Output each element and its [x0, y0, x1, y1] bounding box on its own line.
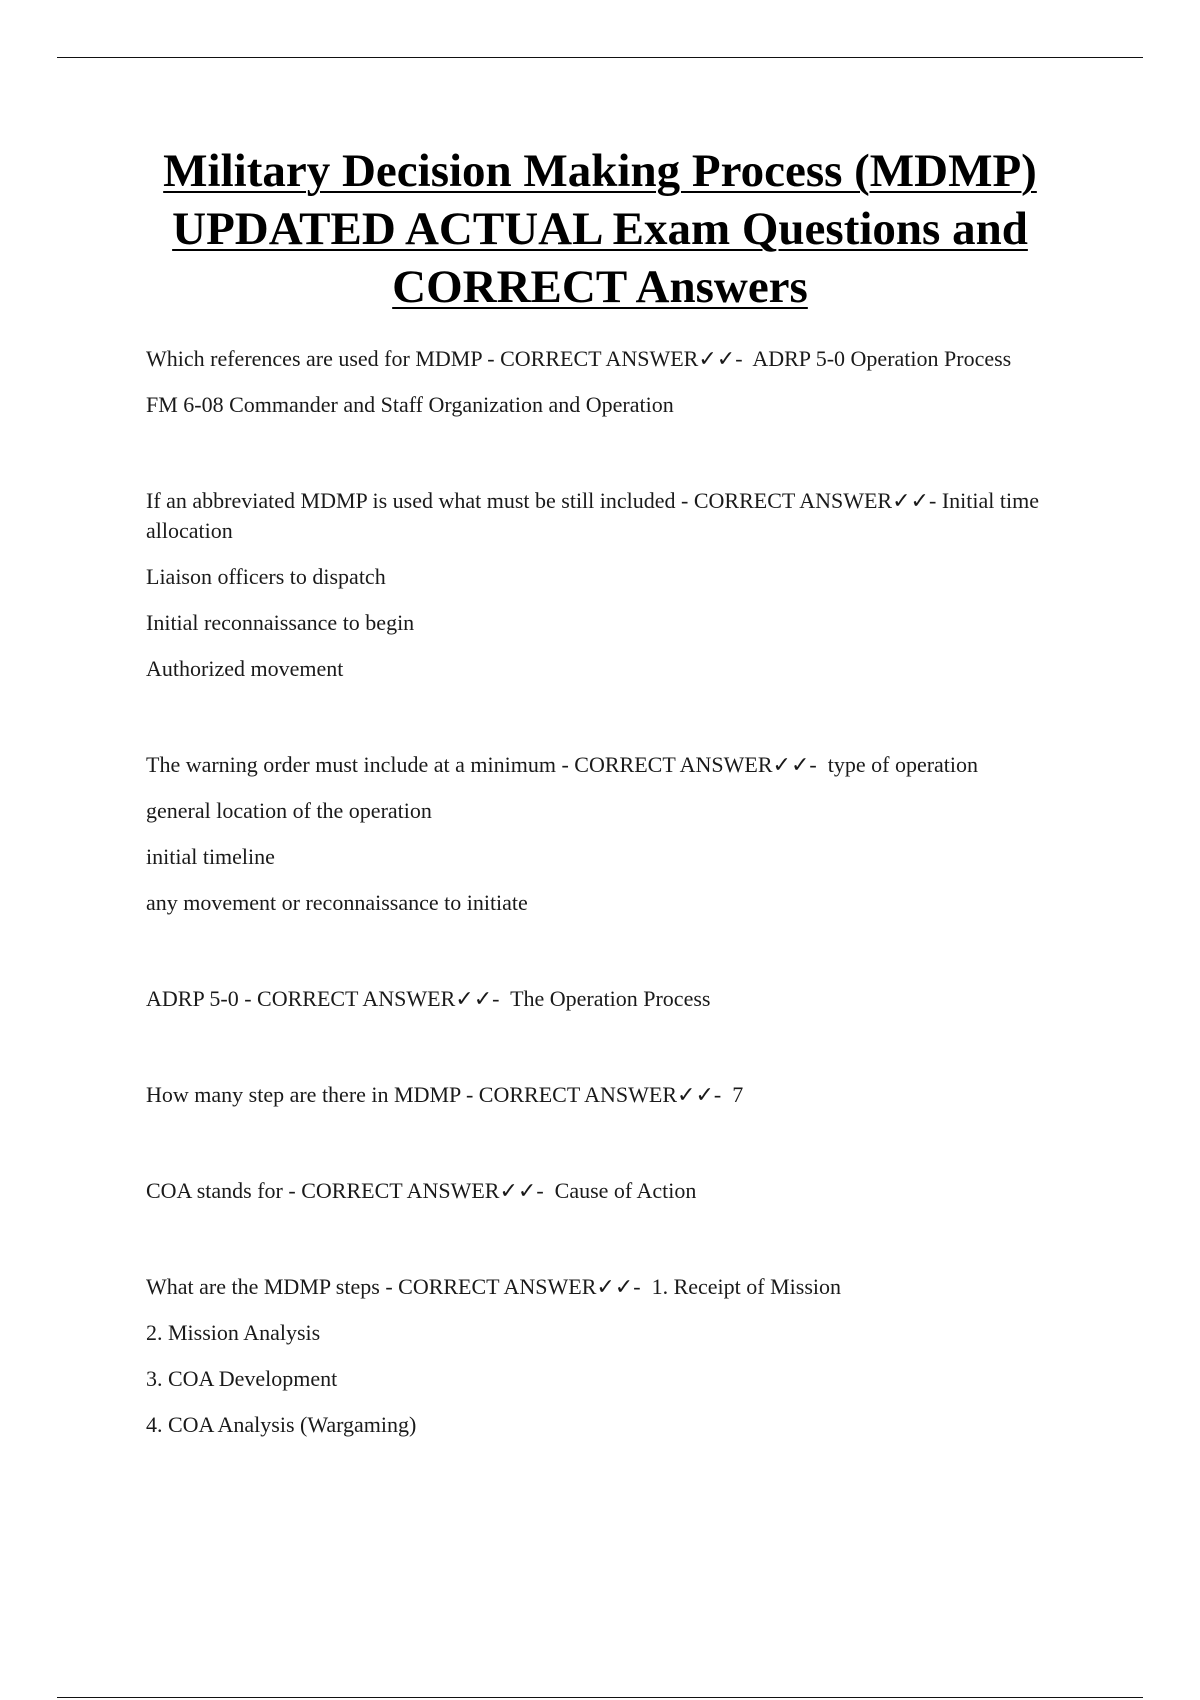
answer-marker: - CORRECT ANSWER✓✓-: [244, 986, 500, 1011]
section-spacer: [146, 700, 1056, 750]
question-line: [146, 984, 1056, 1014]
answer-extra-line: Authorized movement: [146, 656, 344, 681]
qa-item: [146, 486, 1056, 684]
answer-text: The Operation Process: [510, 986, 711, 1011]
question-line: [146, 1176, 1056, 1206]
section-spacer: [146, 1030, 1056, 1080]
answer-extra-line: Liaison officers to dispatch: [146, 564, 386, 589]
answer-extra-line: 4. COA Analysis (Wargaming): [146, 1412, 417, 1437]
answer-marker: - CORRECT ANSWER✓✓-: [681, 488, 937, 513]
question-text: ADRP 5-0: [146, 986, 239, 1011]
question-text: The warning order must include at a minimum: [146, 752, 556, 777]
top-rule: [57, 57, 1143, 58]
question-text: Which references are used for MDMP: [146, 346, 482, 371]
section-spacer: [146, 436, 1056, 486]
title-line-2: UPDATED ACTUAL Exam Questions and: [172, 203, 1028, 255]
answer-marker: - CORRECT ANSWER✓✓-: [288, 1178, 544, 1203]
section-spacer: [146, 934, 1056, 984]
answer-text: 7: [732, 1082, 744, 1107]
answer-text: Cause of Action: [554, 1178, 697, 1203]
qa-list: [146, 344, 1056, 1456]
question-text: How many step are there in MDMP: [146, 1082, 461, 1107]
question-line: [146, 1272, 1056, 1302]
bottom-rule: [57, 1697, 1143, 1698]
answer-marker: - CORRECT ANSWER✓✓-: [561, 752, 817, 777]
qa-item: [146, 1080, 1056, 1110]
answer-marker: - CORRECT ANSWER✓✓-: [465, 1082, 722, 1107]
section-spacer: [146, 1126, 1056, 1176]
question-text: If an abbreviated MDMP is used what must be still included: [146, 488, 676, 513]
answer-extra-line: FM 6-08 Commander and Staff Organization and Operation: [146, 392, 674, 417]
qa-item: [146, 344, 1056, 420]
answer-extra-line: any movement or reconnaissance to initiate: [146, 890, 528, 915]
page-title: [120, 142, 1080, 316]
answer-marker: - CORRECT ANSWER✓✓-: [385, 1274, 641, 1299]
title-line-1: Military Decision Making Process (MDMP): [163, 145, 1037, 197]
answer-text: Initial time allocation: [146, 488, 1039, 543]
question-line: [146, 486, 1056, 546]
answer-text: ADRP 5-0 Operation Process: [752, 346, 1012, 371]
answer-marker: - CORRECT ANSWER✓✓-: [487, 346, 743, 371]
answer-extra-line: general location of the operation: [146, 798, 432, 823]
qa-item: [146, 1176, 1056, 1206]
section-spacer: [146, 1222, 1056, 1272]
answer-extra-line: Initial reconnaissance to begin: [146, 610, 415, 635]
question-text: COA stands for: [146, 1178, 283, 1203]
qa-item: [146, 984, 1056, 1014]
question-line: [146, 344, 1056, 374]
question-line: [146, 1080, 1056, 1110]
title-line-3: CORRECT Answers: [392, 261, 808, 313]
question-line: [146, 750, 1056, 780]
answer-text: type of operation: [827, 752, 979, 777]
qa-item: [146, 1272, 1056, 1440]
qa-item: [146, 750, 1056, 918]
question-text: What are the MDMP steps: [146, 1274, 380, 1299]
answer-text: 1. Receipt of Mission: [651, 1274, 842, 1299]
answer-extra-line: 2. Mission Analysis: [146, 1320, 321, 1345]
answer-extra-line: initial timeline: [146, 844, 275, 869]
answer-extra-line: 3. COA Development: [146, 1366, 338, 1391]
